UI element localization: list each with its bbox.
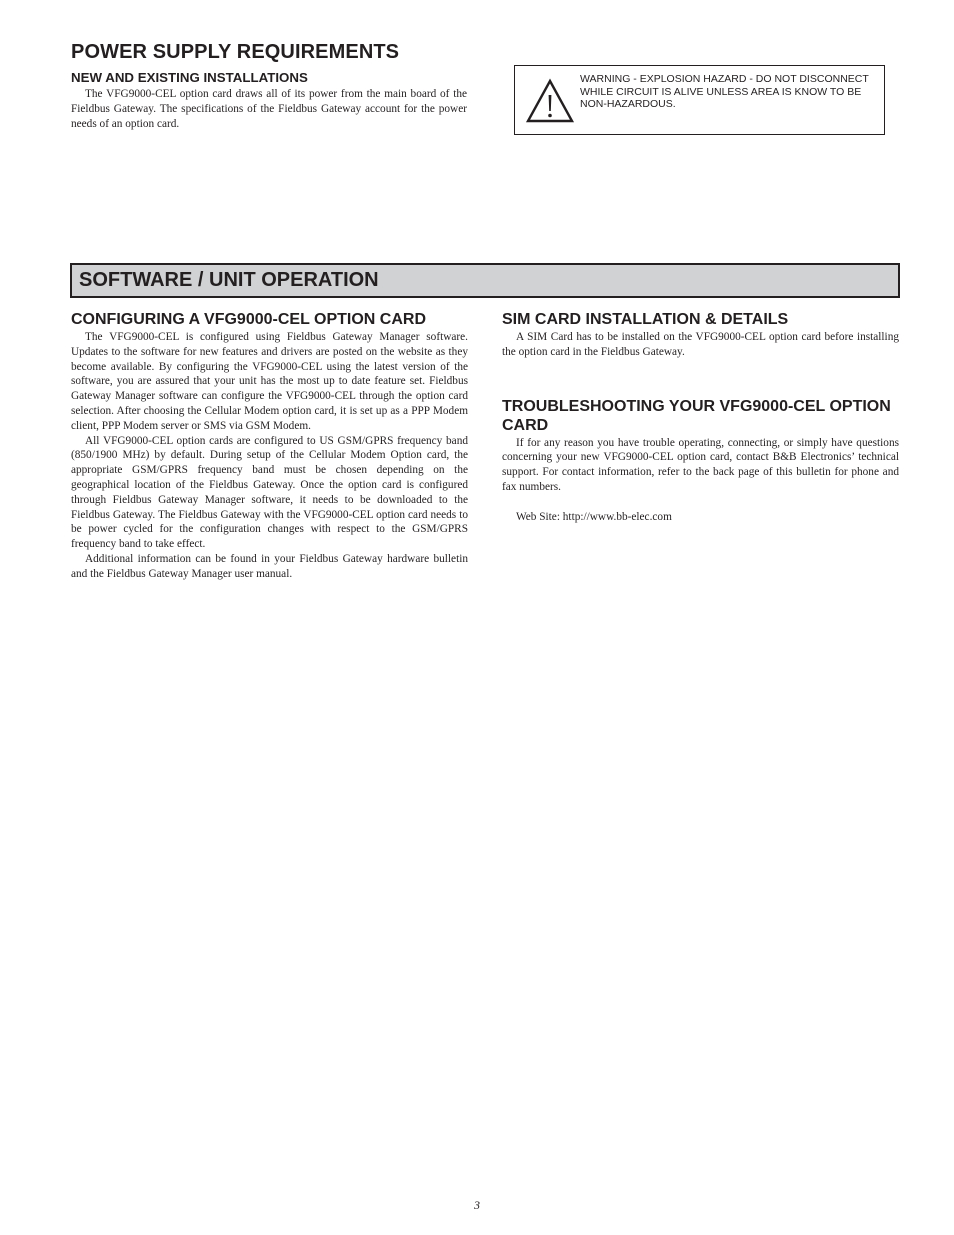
sim-card-paragraph: A SIM Card has to be installed on the VFG9000-CEL option card before installing the option card in the Fieldbus Gateway. — [502, 331, 899, 358]
right-column — [502, 310, 899, 525]
power-supply-section — [71, 70, 467, 131]
power-supply-heading: POWER SUPPLY REQUIREMENTS — [71, 41, 400, 63]
page-number: 3 — [474, 1198, 480, 1212]
software-operation-heading: SOFTWARE / UNIT OPERATION — [79, 269, 379, 291]
sim-card-heading: SIM CARD INSTALLATION & DETAILS — [502, 311, 789, 328]
configuring-paragraph-3: Additional information can be found in your Fieldbus Gateway hardware bulletin and the Fieldbus Gateway Manager user manual. — [71, 552, 468, 580]
configuring-paragraph-2: All VFG9000-CEL option cards are configured to US GSM/GPRS frequency band (850/1900 MHz) by default. During setup of the Cellular Modem Option card, the appropriate GSM/GPRS frequency band must be chosen depending on the geographical location of the Fieldbus Gateway. Once the option card is configured through Fieldbus Gateway Manager software, it needs to be downloaded to the Fieldbus Gateway. The Fieldbus Gateway with the VFG9000-CEL option card needs to be power cycled for the configuration changes with respect to the GSM/GPRS frequency band to take effect. — [71, 434, 468, 551]
troubleshooting-heading: TROUBLESHOOTING YOUR VFG9000-CEL OPTION CARD — [502, 397, 891, 434]
power-supply-paragraph: The VFG9000-CEL option card draws all of its power from the main board of the Fieldbus Gateway. The specifications of the Fieldbus Gateway account for the power needs of an option card. — [71, 88, 467, 130]
installations-subheading: NEW AND EXISTING INSTALLATIONS — [71, 70, 308, 85]
configuring-paragraph-1: The VFG9000-CEL is configured using Fieldbus Gateway Manager software. Updates to the software for new features and drivers are posted on the website as they become available. By configuring the VFG9000-CEL using the latest version of the software, you are assured that your unit has the most up to date feature set. Fieldbus Gateway Manager software can configure the VFG9000-CEL through the option card selection. After choosing the Cellular Modem option card, it is set up as a PPP Modem client, PPP Modem server or SMS via GSM Modem. — [71, 331, 468, 432]
troubleshooting-paragraph: If for any reason you have trouble operating, connecting, or simply have questions concerning your new VFG9000-CEL option card, contact B&B Electronics’ technical support. For contact information, refer to the back page of this bulletin for phone and fax numbers. — [502, 436, 899, 493]
warning-text: WARNING - EXPLOSION HAZARD - DO NOT DISCONNECT WHILE CIRCUIT IS ALIVE UNLESS AREA IS KNOW TO BE NON-HAZARDOUS. — [580, 73, 869, 111]
configuring-section — [71, 310, 468, 582]
configuring-heading: CONFIGURING A VFG9000-CEL OPTION CARD — [71, 311, 426, 328]
warning-box — [514, 65, 885, 135]
software-operation-banner — [70, 263, 900, 298]
website-link[interactable]: Web Site: http://www.bb-elec.com — [516, 510, 672, 523]
warning-triangle-icon — [525, 78, 575, 124]
